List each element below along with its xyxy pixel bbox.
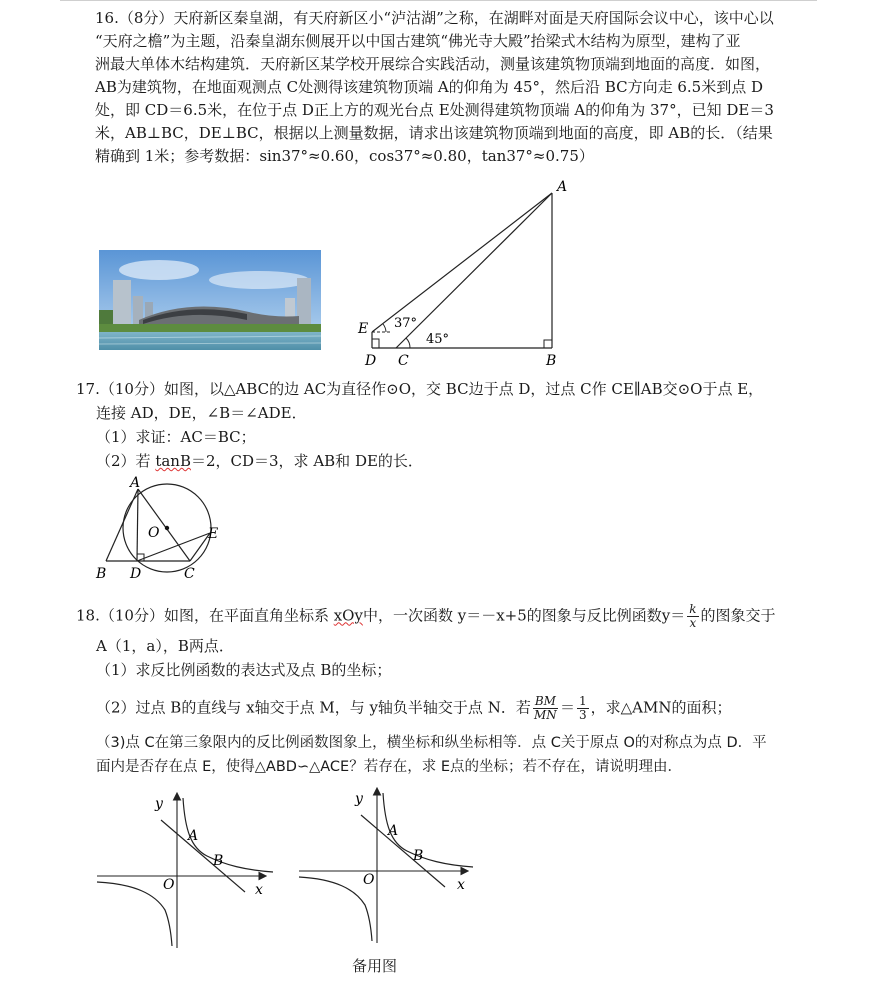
q18-part-1: （1）求反比例函数的表达式及点 B的坐标； — [96, 661, 392, 679]
q16-line-7: 精确到 1米；参考数据：sin37°≈0.60，cos37°≈0.80，tan37°≈0.75） — [95, 147, 594, 165]
q18-line-1 — [76, 603, 776, 630]
q18-fraction-1: 1 — [578, 694, 587, 708]
q18-fraction-mn: MN — [533, 708, 557, 722]
q18-g2-label-a: A — [388, 823, 399, 839]
q18-line-1-xoy: xOy — [333, 606, 363, 625]
q16-line-3: 洲最大单体木结构建筑．天府新区某学校开展综合实践活动，测量该建筑物顶端到地面的高度．如图， — [95, 55, 771, 73]
q16-diagram — [352, 175, 577, 370]
q18-line-1-suffix: 的图象交于 — [700, 606, 776, 625]
q16-sight-line-ca — [396, 193, 552, 348]
q18-part-2-equals: ＝ — [559, 698, 575, 717]
q18-line-2: A（1，a），B两点． — [96, 637, 234, 655]
page-top-rule — [60, 0, 817, 3]
q17-segment-ad — [137, 489, 138, 561]
q16-photo-image — [99, 250, 321, 350]
q17-line-2: 连接 AD，DE，∠B＝∠ADE． — [96, 404, 307, 422]
q17-segment-ab — [106, 489, 138, 561]
q18-part-2 — [96, 695, 731, 722]
q18-g1-hyperbola-branch-3 — [97, 882, 172, 946]
q16-label-b: B — [546, 353, 557, 369]
q16-line-1: 16.（8分）天府新区秦皇湖，有天府新区小“泸沽湖”之称，在湖畔对面是天府国际会议中心，该中心以 — [95, 9, 774, 27]
q16-angle-37: 37° — [394, 316, 418, 331]
q17-center-dot — [165, 526, 169, 530]
q17-label-b: B — [96, 566, 107, 582]
q16-label-d: D — [365, 353, 377, 369]
q18-part-2-prefix: （2）过点 B的直线与 x轴交于点 M，与 y轴负半轴交于点 N．若 — [96, 698, 531, 717]
q17-label-c: C — [184, 566, 195, 582]
q18-part-2-suffix: ，求△AMN的面积； — [590, 698, 732, 717]
q16-right-angle-d — [372, 339, 379, 348]
q18-g2-label-x: x — [457, 877, 465, 893]
q17-label-a: A — [130, 475, 141, 491]
q18-line-1-middle: 中，一次函数 y＝－x+5的图象与反比例函数y＝ — [362, 606, 686, 625]
q18-fraction-bm: BM — [534, 694, 556, 708]
q17-part-2-prefix: （2）若 — [96, 452, 156, 470]
q17-label-e: E — [208, 526, 219, 542]
q18-g1-label-y: y — [155, 796, 163, 812]
q16-angle-arc-e — [383, 324, 386, 332]
q17-part-2-suffix: ＝2，CD＝3，求 AB和 DE的长． — [190, 452, 423, 470]
q16-line-4: AB为建筑物，在地面观测点 C处测得该建筑物顶端 A的仰角为 45°，然后沿 BC方向走 6.5米到点 D — [95, 78, 764, 96]
q18-part-3-line-2: 面内是否存在点 E，使得△ABD∽△ACE？若存在，求 E点的坐标；若不存在，请说明理由． — [96, 759, 682, 775]
q18-g2-hyperbola-branch-3 — [299, 877, 372, 941]
q16-right-angle-b — [544, 340, 552, 348]
q16-angle-arc-c — [406, 338, 410, 348]
q18-fraction-bm-mn — [533, 695, 558, 722]
q17-diagram — [92, 475, 227, 585]
q18-g1-label-x: x — [255, 882, 263, 898]
q18-fraction-k: k — [689, 602, 697, 616]
q18-fraction-x: x — [689, 616, 697, 630]
q18-g2-label-y: y — [355, 791, 363, 807]
q16-line-6: 米，AB⊥BC，DE⊥BC，根据以上测量数据，请求出该建筑物顶端到地面的高度，即 AB的长．（结果 — [95, 124, 773, 142]
q17-part-2-tanb: tanB — [155, 452, 191, 470]
q18-g2-label-b: B — [413, 848, 424, 864]
q18-g1-label-a: A — [188, 828, 199, 844]
q18-fraction-k-over-x — [687, 603, 698, 630]
q17-part-2 — [96, 449, 423, 473]
q18-graph-main — [95, 790, 280, 950]
q16-label-e: E — [358, 321, 369, 337]
q18-backup-caption: 备用图 — [352, 957, 398, 975]
q18-graph-backup — [297, 785, 482, 945]
q18-fraction-one-third — [577, 695, 589, 722]
q18-fraction-3: 3 — [578, 708, 587, 722]
q16-sight-line-ea — [372, 193, 552, 332]
q18-part-3-line-1: （3)点 C在第三象限内的反比例函数图象上，横坐标和纵坐标相等．点 C关于原点 O的对称点为点 D．平 — [96, 735, 767, 751]
q18-g2-label-o: O — [363, 872, 375, 888]
q17-line-1: 17.（10分）如图，以△ABC的边 AC为直径作⊙O，交 BC边于点 D，过点 C作 CE∥AB交⊙O于点 E， — [76, 380, 764, 398]
q18-g1-label-o: O — [163, 877, 175, 893]
q16-label-a: A — [557, 179, 568, 195]
q17-part-1: （1）求证：AC＝BC； — [96, 428, 256, 446]
q16-photo-international-center — [99, 250, 321, 350]
q16-line-5: 处，即 CD＝6.5米，在位于点 D正上方的观光台点 E处测得建筑物顶端 A的仰角为 37°，已知 DE＝3 — [95, 101, 774, 119]
q16-line-2: “天府之檐”为主题，沿秦皇湖东侧展开以中国古建筑“佛光寺大殿”抬梁式木结构为原型，建构了亚 — [95, 32, 741, 50]
q17-label-o: O — [148, 525, 160, 541]
q18-g1-label-b: B — [213, 853, 224, 869]
q16-angle-45: 45° — [426, 332, 450, 347]
q17-label-d: D — [130, 566, 142, 582]
q18-line-1-prefix: 18.（10分）如图，在平面直角坐标系 — [76, 606, 334, 625]
q16-label-c: C — [398, 353, 409, 369]
